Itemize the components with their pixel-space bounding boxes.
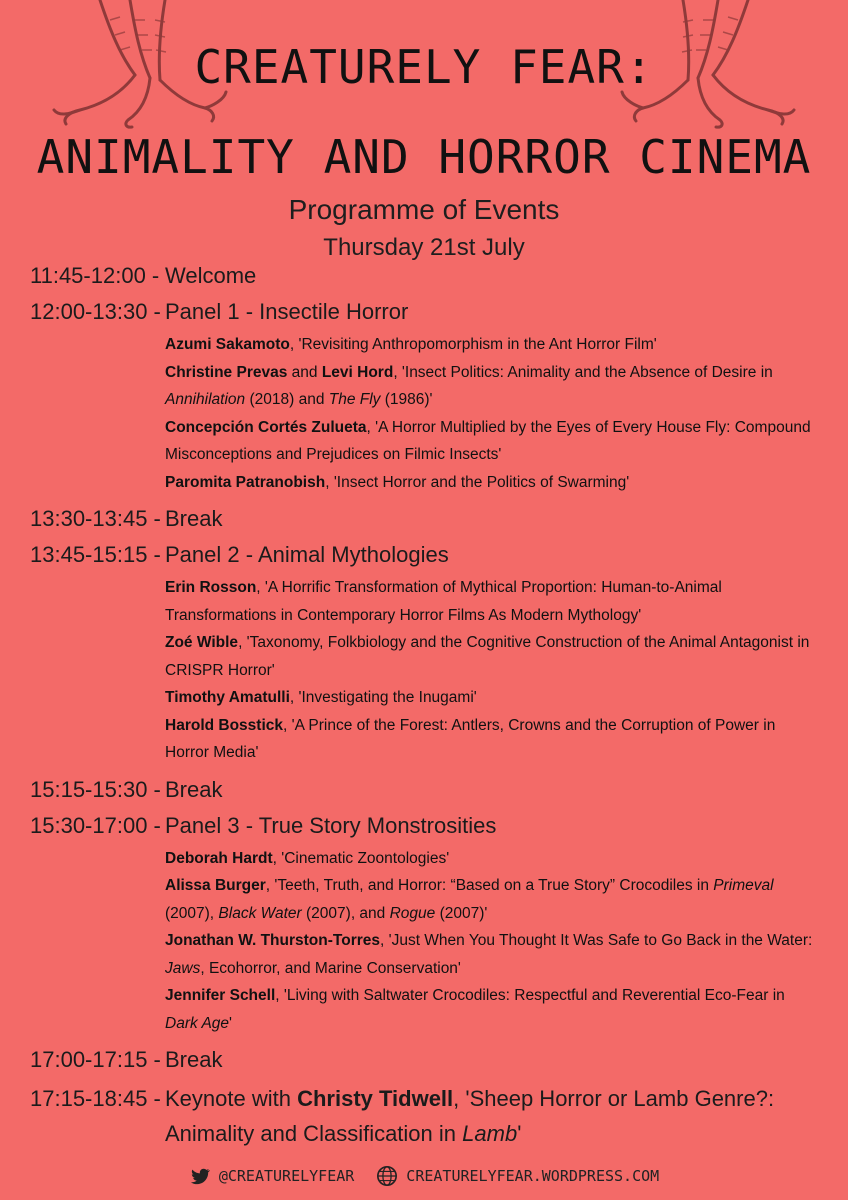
talk-title-part: (2007)' — [435, 904, 488, 922]
talk-title-part: (2018) and — [245, 391, 329, 408]
film-title: Annihilation — [165, 391, 246, 408]
twitter-bird-icon — [189, 1165, 211, 1187]
speaker-name: Zoé Wible — [165, 634, 239, 651]
talk-item — [165, 684, 818, 712]
talk-list — [165, 331, 818, 496]
title-line-1: CREATURELY FEAR: — [194, 40, 654, 94]
talk-title-part: (1986)' — [380, 391, 433, 408]
session-time: 11:45-12:00 - — [30, 263, 160, 288]
session-title: Break — [165, 776, 223, 802]
talk-title: , 'Investigating the Inugami' — [289, 689, 477, 706]
talk-item — [165, 469, 818, 497]
speaker-name: Deborah Hardt — [165, 849, 273, 867]
keynote-talk-title: , 'Sheep Horror or Lamb Genre?: Animality and Classification in — [165, 1086, 775, 1146]
talk-title: , 'Teeth, Truth, and Horror: “Based on a True Story” Crocodiles in — [265, 877, 714, 894]
talk-title-part: (2007), — [165, 904, 219, 922]
speaker-name: Harold Bosstick — [165, 716, 284, 734]
talk-title: , 'Just When You Thought It Was Safe to Go Back in the Water: — [380, 932, 813, 949]
speaker-name: Azumi Sakamoto — [165, 336, 290, 353]
film-title: Rogue — [389, 904, 436, 922]
talk-title-part: (2007), and — [301, 904, 390, 922]
website-link[interactable] — [376, 1165, 659, 1187]
talk-title: , 'Insect Horror and the Politics of Swarming' — [325, 473, 630, 491]
talk-list — [165, 845, 818, 1038]
event-date: Thursday 21st July — [323, 234, 525, 261]
speaker-name: Erin Rosson — [165, 579, 257, 596]
schedule-row — [30, 775, 818, 805]
talk-title: , 'A Horrific Transformation of Mythical Proportion: Human-to-Animal Transformations in Contemporary Horror Films As Modern Mythology' — [165, 579, 722, 624]
session-title: Panel 1 - Insectile Horror — [165, 299, 409, 324]
talk-item — [165, 359, 818, 414]
schedule-row — [30, 1081, 818, 1151]
talk-title: , 'Living with Saltwater Crocodiles: Respectful and Reverential Eco-Fear in — [275, 987, 785, 1004]
session-time: 17:00-17:15 - — [30, 1047, 161, 1072]
talk-list — [165, 574, 818, 767]
footer — [0, 1165, 848, 1187]
schedule-row — [30, 540, 818, 769]
talk-title-part: ' — [229, 1014, 233, 1032]
globe-icon — [376, 1165, 398, 1187]
talk-title: , 'Taxonomy, Folkbiology and the Cognitive Construction of the Animal Antagonist in CRISPR Horror' — [165, 634, 810, 679]
talk-title-part: , Ecohorror, and Marine Conservation' — [200, 959, 461, 977]
film-title: Dark Age — [165, 1014, 230, 1032]
twitter-link[interactable] — [189, 1165, 354, 1187]
session-time: 13:45-15:15 - — [30, 542, 161, 567]
conjunction: and — [287, 363, 322, 381]
speaker-name: Alissa Burger — [165, 877, 266, 894]
session-title: Panel 3 - True Story Monstrosities — [165, 812, 497, 838]
talk-item — [165, 574, 818, 629]
film-title: Primeval — [713, 877, 774, 894]
session-title: Break — [165, 506, 223, 531]
session-time: 13:30-13:45 - — [30, 506, 161, 531]
keynote-talk-title-end: ' — [517, 1121, 522, 1146]
title-line-2: ANIMALITY AND HORROR CINEMA — [36, 130, 812, 184]
film-title: Black Water — [218, 904, 302, 922]
keynote-prefix: Keynote with — [165, 1086, 298, 1111]
talk-item — [165, 982, 818, 1037]
schedule — [30, 261, 818, 1151]
session-title: Panel 2 - Animal Mythologies — [165, 542, 449, 567]
film-title: Lamb — [462, 1121, 518, 1146]
speaker-name: Timothy Amatulli — [165, 689, 290, 706]
schedule-row — [30, 811, 818, 1040]
talk-item — [165, 927, 818, 982]
talk-item — [165, 845, 818, 873]
keynote-title — [165, 1081, 818, 1151]
twitter-handle: @CREATURELYFEAR — [218, 1167, 355, 1185]
talk-item — [165, 629, 818, 684]
session-time: 15:15-15:30 - — [30, 776, 161, 802]
speaker-name: Concepción Cortés Zulueta — [165, 418, 367, 436]
subtitle: Programme of Events — [288, 194, 560, 225]
session-title: Welcome — [165, 263, 257, 288]
session-time: 12:00-13:30 - — [30, 299, 161, 324]
website-url: CREATURELYFEAR.WORDPRESS.COM — [406, 1167, 660, 1185]
speaker-name: Jonathan W. Thurston-Torres — [165, 932, 380, 949]
talk-item — [165, 414, 818, 469]
schedule-row — [30, 1045, 818, 1075]
talk-title: , 'Revisiting Anthropomorphism in the Ant Horror Film' — [289, 336, 657, 353]
speaker-name: Christine Prevas — [165, 363, 288, 381]
talk-item — [165, 331, 818, 359]
schedule-row — [30, 261, 818, 291]
speaker-name: Levi Hord — [321, 363, 394, 381]
film-title: The Fly — [328, 391, 381, 408]
schedule-row — [30, 297, 818, 498]
keynote-speaker: Christy Tidwell — [297, 1086, 454, 1111]
schedule-row — [30, 504, 818, 534]
talk-title: , 'Insect Politics: Animality and the Absence of Desire in — [393, 363, 773, 381]
talk-item — [165, 712, 818, 767]
talk-title: , 'Cinematic Zoontologies' — [272, 849, 450, 867]
talk-title: , 'A Prince of the Forest: Antlers, Crowns and the Corruption of Power in Horror Media' — [165, 716, 776, 761]
speaker-name: Jennifer Schell — [165, 987, 276, 1004]
session-time: 17:15-18:45 - — [30, 1086, 161, 1111]
film-title: Jaws — [165, 959, 201, 977]
session-title: Break — [165, 1047, 223, 1072]
talk-item — [165, 872, 818, 927]
session-time: 15:30-17:00 - — [30, 812, 161, 838]
talk-title: , 'A Horror Multiplied by the Eyes of Every House Fly: Compound Misconceptions and Prejudices on Filmic Insects' — [165, 418, 811, 463]
speaker-name: Paromita Patranobish — [165, 473, 326, 491]
